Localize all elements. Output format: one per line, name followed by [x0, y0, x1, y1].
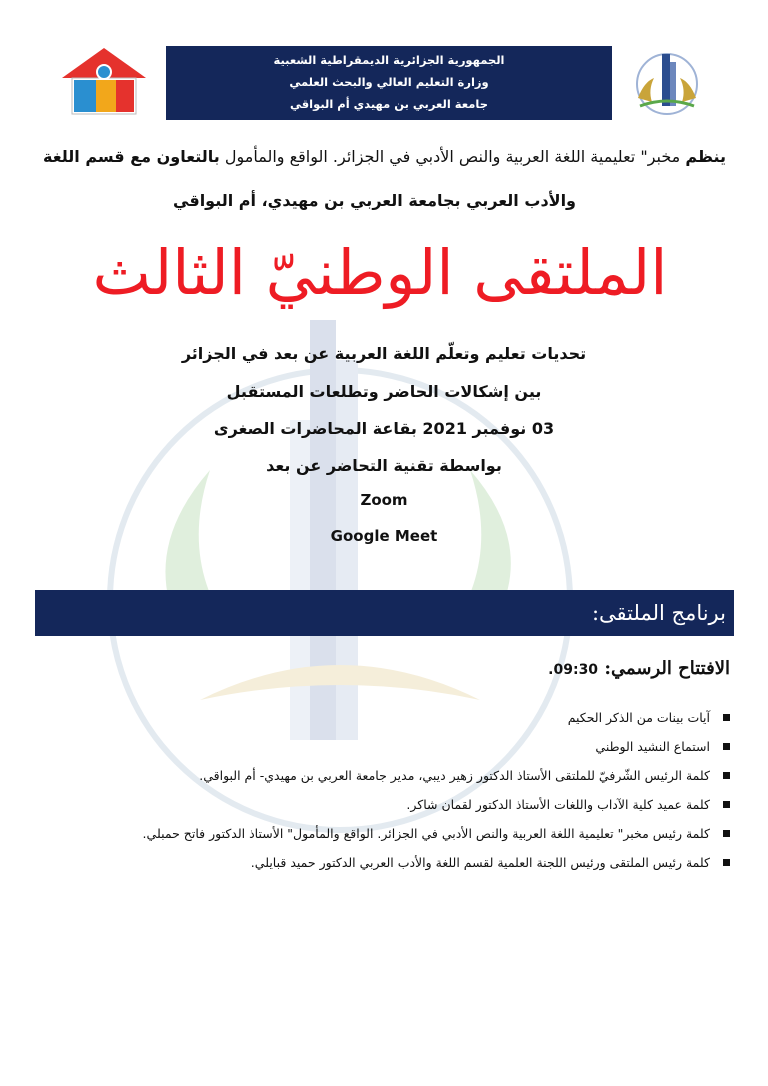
platform-zoom: Zoom [360, 491, 408, 509]
intro-lab-name: مخبر" تعليمية اللغة العربية والنص الأدبي في الجزائر. الواقع والمأمول [219, 147, 686, 166]
university-logo [624, 48, 710, 118]
intro-line-2: والأدب العربي بجامعة العربي بن مهيدي، أم البواقي [173, 191, 576, 210]
list-item [20, 851, 710, 880]
header-ministry: وزارة التعليم العالي والبحث العلمي [289, 75, 489, 89]
laboratory-house-logo [58, 46, 150, 116]
bullet-square-icon [723, 772, 730, 779]
bullet-square-icon [723, 743, 730, 750]
date-venue-line: 03 نوفمبر 2021 بقاعة المحاضرات الصغرى [213, 419, 555, 438]
list-item [20, 735, 710, 764]
list-item-text: كلمة رئيس مخبر" تعليمية اللغة العربية والنص الأدبي في الجزائر. الواقع والمأمول" الأستاذ الدكتور فاتح حمبلي. [142, 826, 710, 841]
intro-line-1 [40, 146, 726, 168]
intro-organizer: ينظم [685, 147, 726, 166]
theme-line-1: تحديات تعليم وتعلّم اللغة العربية عن بعد في الجزائر [181, 344, 587, 363]
program-heading: برنامج الملتقى: [35, 590, 734, 636]
list-item-text: استماع النشيد الوطني [595, 739, 710, 754]
list-item [20, 793, 710, 822]
remote-line: بواسطة تقنية التحاضر عن بعد [266, 456, 502, 475]
program-list [20, 706, 710, 880]
intro-cooperation: بالتعاون مع قسم اللغة [43, 147, 220, 166]
header-university: جامعة العربي بن مهيدي أم البواقي [290, 97, 488, 111]
list-item-text: كلمة رئيس الملتقى ورئيس اللجنة العلمية لقسم اللغة والأدب العربي الدكتور حميد قبايلي. [250, 855, 710, 870]
list-item [20, 764, 710, 793]
list-item [20, 822, 710, 851]
list-item-text: آيات بينات من الذكر الحكيم [567, 710, 710, 725]
list-item-text: كلمة عميد كلية الآداب واللغات الأستاذ الدكتور لقمان شاكر. [406, 797, 710, 812]
bullet-square-icon [723, 801, 730, 808]
platform-google-meet: Google Meet [330, 527, 438, 545]
opening-label: الافتتاح الرسمي: [598, 658, 730, 679]
list-item-text: كلمة الرئيس الشّرفيّ للملتقى الأستاذ الدكتور زهير ديبي، مدير جامعة العربي بن مهيدي- أم البواقي. [199, 768, 710, 783]
bullet-square-icon [723, 714, 730, 721]
header-republic: الجمهورية الجزائرية الديمقراطية الشعبية [273, 53, 505, 67]
bullet-square-icon [723, 859, 730, 866]
theme-line-2: بين إشكالات الحاضر وتطلعات المستقبل [226, 382, 542, 401]
header-banner [166, 46, 612, 120]
bullet-square-icon [723, 830, 730, 837]
opening-session [548, 658, 730, 679]
opening-time: 09:30. [548, 662, 599, 678]
conference-title: الملتقى الوطنيّ الثالث [92, 236, 668, 309]
list-item [20, 706, 710, 735]
